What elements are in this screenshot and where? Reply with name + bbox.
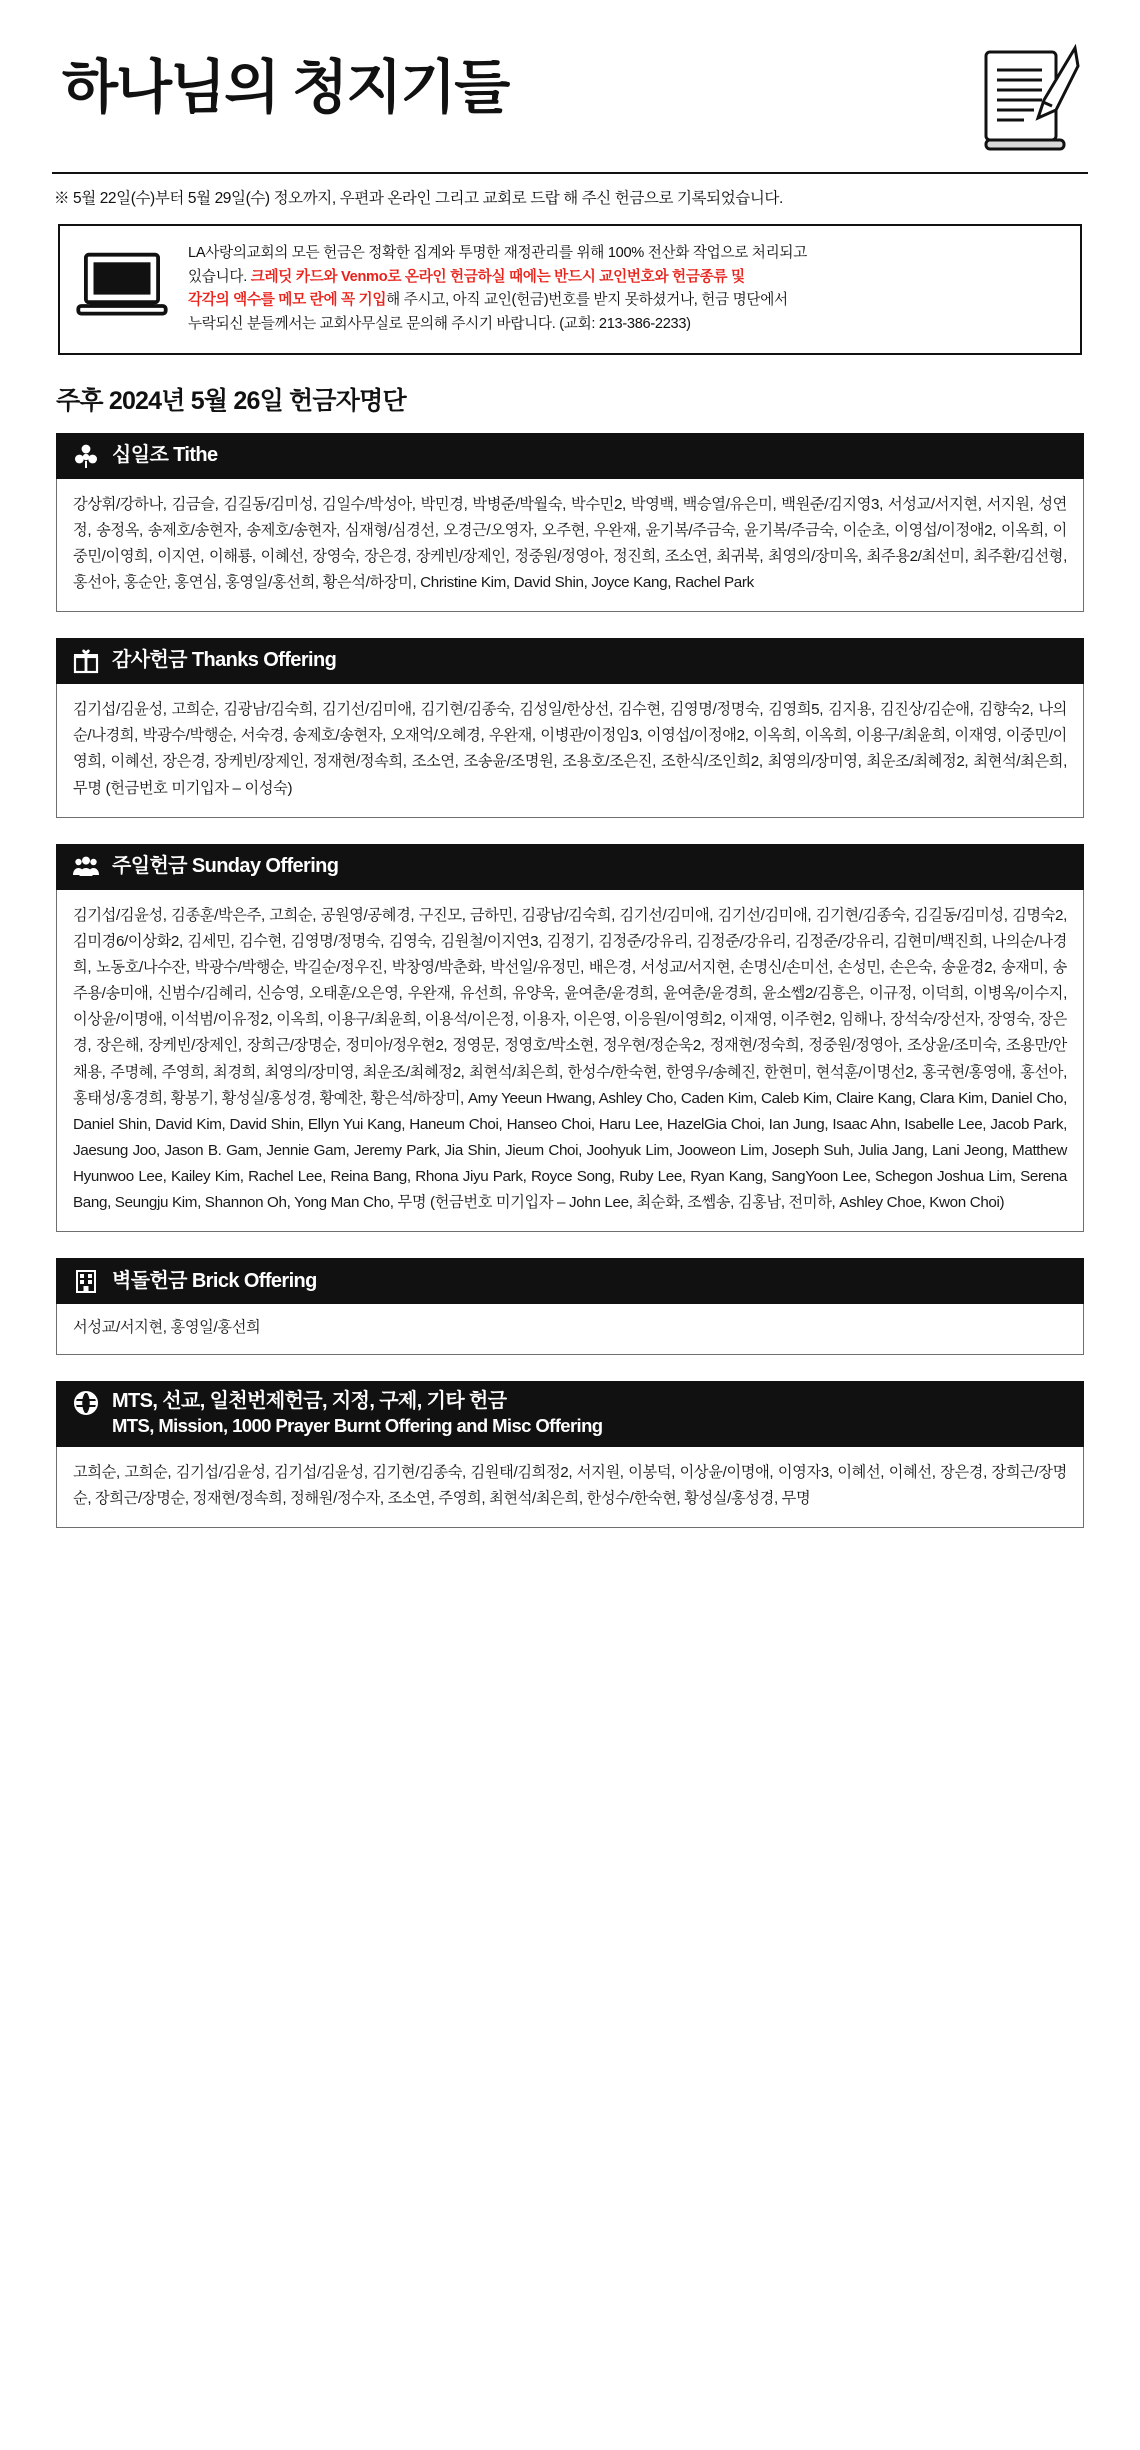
section-header xyxy=(56,638,1084,684)
notice-line-4: 누락되신 분들께서는 교회사무실로 문의해 주시기 바랍니다. (교회: 213-386-2233) xyxy=(188,315,691,332)
notice-line-3-highlight: 각각의 액수를 메모 란에 꼭 기입 xyxy=(188,292,387,309)
section-mts-mission-offering xyxy=(56,1381,1084,1529)
section-title: 주일헌금 Sunday Offering xyxy=(112,854,339,877)
thanks-gift-icon xyxy=(72,647,100,675)
section-header xyxy=(56,1258,1084,1304)
section-title: 감사헌금 Thanks Offering xyxy=(112,649,337,672)
tithe-flower-icon xyxy=(72,442,100,470)
section-title: 벽돌헌금 Brick Offering xyxy=(112,1269,317,1292)
brick-building-icon xyxy=(72,1267,100,1295)
globe-icon xyxy=(72,1389,100,1417)
section-names: 김기섭/김윤성, 김종훈/박은주, 고희순, 공원영/공혜경, 구진모, 금하민, 김광남/김숙희, 김기선/김미애, 김기선/김미애, 김기현/김종숙, 김길동/김미성, 김명숙2, 김미경6/이상화2, 김세민, 김수현, 김영명/정명숙, 김영숙, 김원철/이지연3, 김정기, 김정준/강유리, 김정준/강유리, 김정준/강유리, 김현미/백진희, 나의순/나경희, 노동호/나수잔, 박광수/박행순, 박길순/정우진, 박창영/박춘화, 박선일/유정민, 배은경, 서성교/서지현, 손명신/손미선, 손성민, 손은숙, 송윤경2, 송재미, 송주용/송미애, 신범수/김혜리, 신승영, 오태훈/오은영, 우완재, 유선희, 유양욱, 윤여춘/윤경희, 윤여춘/윤경희, 윤소쎕2/김흥은, 이규정, 이덕희, 이병옥/이수지, 이상윤/이명애, 이석범/이유정2, 이옥희, 이용구/최윤희, 이용석/이은정, 이용자, 이은영, 이응원/이영희2, 이재영, 이주현2, 임해나, 장석숙/장선자, 장영숙, 장은경, 장은해, 장케빈/장제인, 장희근/장명순, 정미아/정우현2, 정영문, 정영호/박소현, 정우현/정순욱2, 정재현/정숙희, 정중원/정영아, 조상윤/조미숙, 조용만/안채용, 주명혜, 주영희, 최경희, 최영의/장미영, 최운조/최혜정2, 최현석/최은희, 한성수/한숙현, 한영우/송혜진, 한현미, 현석훈/이명선2, 홍국현/홍영애, 홍선아, 홍태성/홍경희, 황봉기, 황성실/홍성경, 황예찬, 황은석/하장미, Amy Yeeun Hwang, Ashley Cho, Caden Kim, Caleb Kim, Claire Kang, Clara Kim, Daniel Cho, Daniel Shin, David Kim, David Shin, Ellyn Yui Kang, Haneum Choi, Hanseo Choi, Haru Lee, HazelGia Choi, Ian Jung, Isaac Ahn, Isabelle Lee, Jacob Park, Jaesung Joo, Jason B. Gam, Jennie Gam, Jeremy Park, Jia Shin, Jieum Choi, Joohyuk Lim, Jooweon Lim, Joseph Suh, Julia Jang, Lani Jeong, Matthew Hyunwoo Lee, Kailey Kim, Rachel Lee, Reina Bang, Rhona Jiyu Park, Royce Song, Ruby Lee, Ryan Kang, SangYoon Lee, Schegon Joshua Lim, Serena Bang, Seungju Kim, Shannon Oh, Yong Man Cho, 무명 (헌금번호 미기입자 – John Lee, 최순화, 조쎕송, 김홍남, 전미하, Ashley Choe, Kwon Choi) xyxy=(56,890,1084,1233)
section-brick-offering xyxy=(56,1258,1084,1354)
section-title: 십일조 Tithe xyxy=(112,443,218,466)
notice-line-3-suffix: 해 주시고, 아직 교인(헌금)번호를 받지 못하셨거나, 헌금 명단에서 xyxy=(386,292,788,309)
notice-line-3 xyxy=(188,289,807,313)
people-icon xyxy=(72,853,100,881)
document-header xyxy=(48,38,1092,156)
offering-list-date: 주후 2024년 5월 26일 헌금자명단 xyxy=(56,386,406,415)
section-tithe xyxy=(56,433,1084,613)
notice-line-2-prefix: 있습니다. xyxy=(188,268,251,285)
section-names: 고희순, 고희순, 김기섭/김윤성, 김기섭/김윤성, 김기현/김종숙, 김원태/김희정2, 서지원, 이봉덕, 이상윤/이명애, 이영자3, 이혜선, 이혜선, 장은경, 장희근/장명순, 장희근/장명순, 정재현/정속희, 정해원/정수자, 조소연, 주영희, 최현석/최은희, 한성수/한숙현, 황성실/홍성경, 무명 xyxy=(56,1447,1084,1528)
section-subtitle: MTS, Mission, 1000 Prayer Burnt Offering and Misc Offering xyxy=(112,1415,603,1437)
section-title: MTS, 선교, 일천번제헌금, 지정, 구제, 기타 헌금 xyxy=(112,1389,507,1412)
section-header xyxy=(56,1381,1084,1447)
notice-line-2-highlight: 크레딧 카드와 Venmo로 온라인 헌금하실 때에는 반드시 교인번호와 헌금종류 및 xyxy=(250,268,745,285)
date-range-note: ※ 5월 22일(수)부터 5월 29일(수) 정오까지, 우편과 온라인 그리고 교회로 드랍 해 주신 헌금으로 기록되었습니다. xyxy=(54,190,783,207)
section-sunday-offering xyxy=(56,844,1084,1233)
section-title-group xyxy=(112,1389,603,1438)
notice-text xyxy=(188,242,807,337)
scroll-quill-icon xyxy=(972,44,1082,156)
page-title: 하나님의 청지기들 xyxy=(62,55,509,120)
notice-line-2 xyxy=(188,266,807,290)
section-header xyxy=(56,433,1084,479)
section-names: 서성교/서지현, 홍영일/홍선희 xyxy=(56,1304,1084,1354)
notice-line-1: LA사랑의교회의 모든 헌금은 정확한 집계와 투명한 재정관리를 위해 100% 전산화 작업으로 처리되고 xyxy=(188,245,807,261)
computer-icon xyxy=(70,249,174,330)
section-names: 김기섭/김윤성, 고희순, 김광남/김숙희, 김기선/김미애, 김기현/김종숙, 김성일/한상선, 김수현, 김영명/정명숙, 김영희5, 김지용, 김진상/김순애, 김향숙2, 나의순/나경희, 박광수/박행순, 서숙경, 송제호/송현자, 오재억/오혜경, 우완재, 이병관/이정임3, 이영섭/이정애2, 이옥희, 이옥희, 이용구/최윤희, 이재영, 이중민/이영희, 이혜선, 장은경, 장케빈/장제인, 정재현/정속희, 조소연, 조송윤/조명원, 조용호/조은진, 조한식/조인희2, 최영의/장미영, 최운조/최혜정2, 최현석/최은희, 무명 (헌금번호 미기입자 – 이성숙) xyxy=(56,684,1084,818)
section-header xyxy=(56,844,1084,890)
section-thanks-offering xyxy=(56,638,1084,818)
section-names: 강상휘/강하나, 김금슬, 김길동/김미성, 김일수/박성아, 박민경, 박병준/박월숙, 박수민2, 박영백, 백승열/유은미, 백원준/김지영3, 서성교/서지현, 서지원, 성연정, 송정옥, 송제호/송현자, 송제호/송현자, 심재형/심경선, 오경근/오영자, 오주현, 우완재, 윤기복/주금숙, 윤기복/주금숙, 이순초, 이영섭/이정애2, 이옥희, 이중민/이영희, 이지연, 이해룡, 이혜선, 장영숙, 장은경, 장케빈/장제인, 정중원/정영아, 정진희, 조소연, 최귀북, 최영의/장미옥, 최주용2/최선미, 최주환/김선형, 홍선아, 홍순안, 홍연심, 홍영일/홍선희, 황은석/하장미, Christine Kim, David Shin, Joyce Kang, Rachel Park xyxy=(56,479,1084,613)
notice-box xyxy=(58,224,1082,355)
